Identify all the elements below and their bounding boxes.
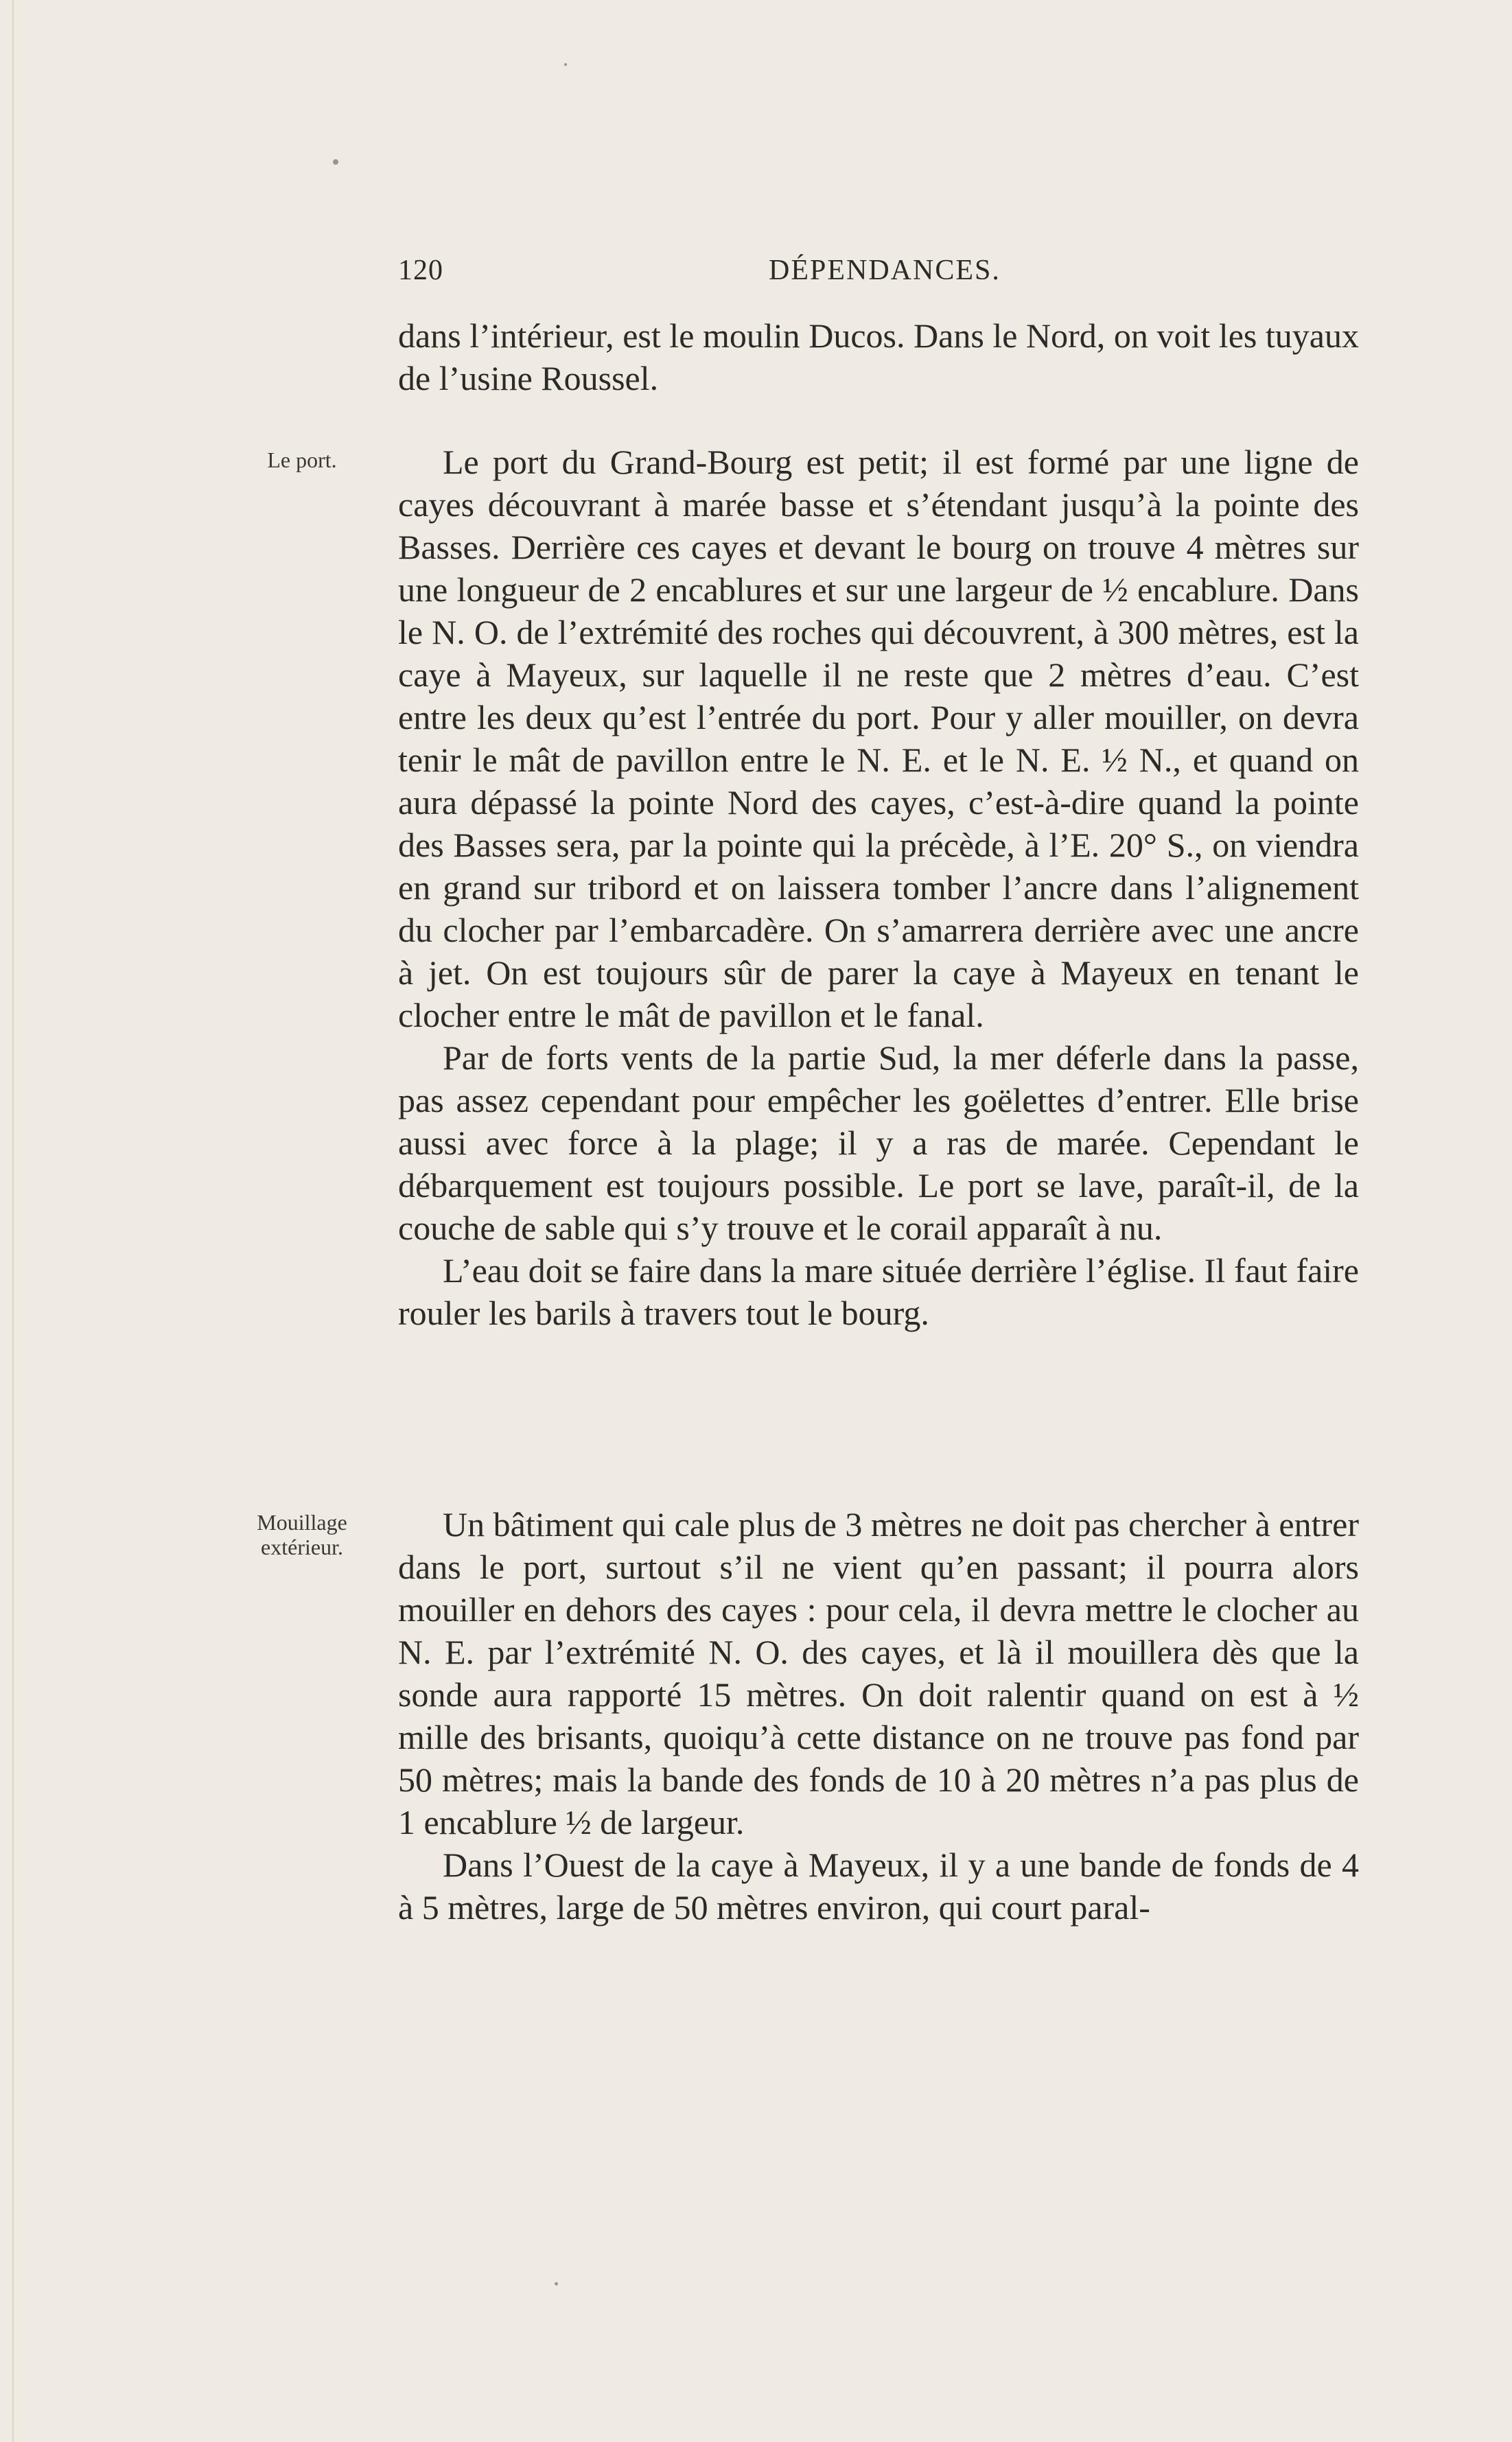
text-block-intro bbox=[398, 314, 1359, 399]
paragraph-port-description: Le port du Grand-Bourg est petit; il est formé par une ligne de cayes découvrant à marée basse et s’étendant jusqu’à la pointe des Basses. Derrière ces cayes et devant le bourg on trouve 4 mètres sur une longueur de 2 encablures et sur une largeur de ½ encablure. Dans le N. O. de l’extrémité des roches qui découvrent, à 300 mètres, est la caye à Mayeux, sur laquelle il ne reste que 2 mètres d’eau. C’est entre les deux qu’est l’entrée du port. Pour y aller mouiller, on devra tenir le mât de pavillon entre le N. E. et le N. E. ½ N., et quand on aura dépassé la pointe Nord des cayes, c’est-à-dire quand la pointe des Basses sera, par la pointe qui la précède, à l’E. 20° S., on viendra en grand sur tribord et on laissera tomber l’ancre dans l’alignement du clocher par l’embarcadère. On s’amarrera derrière avec une ancre à jet. On est toujours sûr de parer la caye à Mayeux en tenant le clocher entre le mât de pavillon et le fanal. bbox=[398, 443, 1359, 1034]
text-block-port bbox=[398, 441, 1359, 1334]
page-edge bbox=[12, 0, 14, 2442]
text-block-mouillage bbox=[398, 1503, 1359, 1929]
paragraph-south-winds: Par de forts vents de la partie Sud, la mer déferle dans la passe, pas assez cependant pour empêcher les goëlettes d’entrer. Elle brise aussi avec force à la plage; il y a ras de marée. Cependant le débarquement est toujours possible. Le port se lave, paraît-il, de la couche de sable qui s’y trouve et le corail apparaît à nu. bbox=[398, 1038, 1359, 1247]
page-number: 120 bbox=[398, 255, 443, 286]
paragraph-west-band: Dans l’Ouest de la caye à Mayeux, il y a une bande de fonds de 4 à 5 mètres, large de 50 mètres environ, qui court paral- bbox=[398, 1846, 1359, 1927]
running-title: DÉPENDANCES. bbox=[769, 255, 1001, 286]
paragraph-outer-anchorage: Un bâtiment qui cale plus de 3 mètres ne doit pas chercher à entrer dans le port, surtout s’il ne vient qu’en passant; il pourra alors mouiller en dehors des cayes : pour cela, il devra mettre le clocher au N. E. par l’extrémité N. O. des cayes, et là il mouillera dès que la sonde aura rapporté 15 mètres. On doit ralentir quand on est à ½ mille des brisants, quoiqu’à cette distance on ne trouve pas fond par 50 mètres; mais la bande des fonds de 10 à 20 mètres n’a pas plus de 1 encablure ½ de largeur. bbox=[398, 1505, 1359, 1841]
margin-note-mouillage: Mouillage extérieur. bbox=[257, 1510, 347, 1559]
paper-speck bbox=[333, 159, 338, 165]
paragraph-water-supply: L’eau doit se faire dans la mare située derrière l’église. Il faut faire rouler les barils à travers tout le bourg. bbox=[398, 1251, 1359, 1332]
paragraph-continuation: dans l’intérieur, est le moulin Ducos. Dans le Nord, on voit les tuyaux de l’usine Roussel. bbox=[398, 316, 1359, 397]
paper-speck bbox=[555, 2282, 558, 2286]
page-header bbox=[398, 254, 1359, 295]
margin-note-port: Le port. bbox=[267, 447, 337, 472]
paper-speck bbox=[564, 63, 567, 66]
